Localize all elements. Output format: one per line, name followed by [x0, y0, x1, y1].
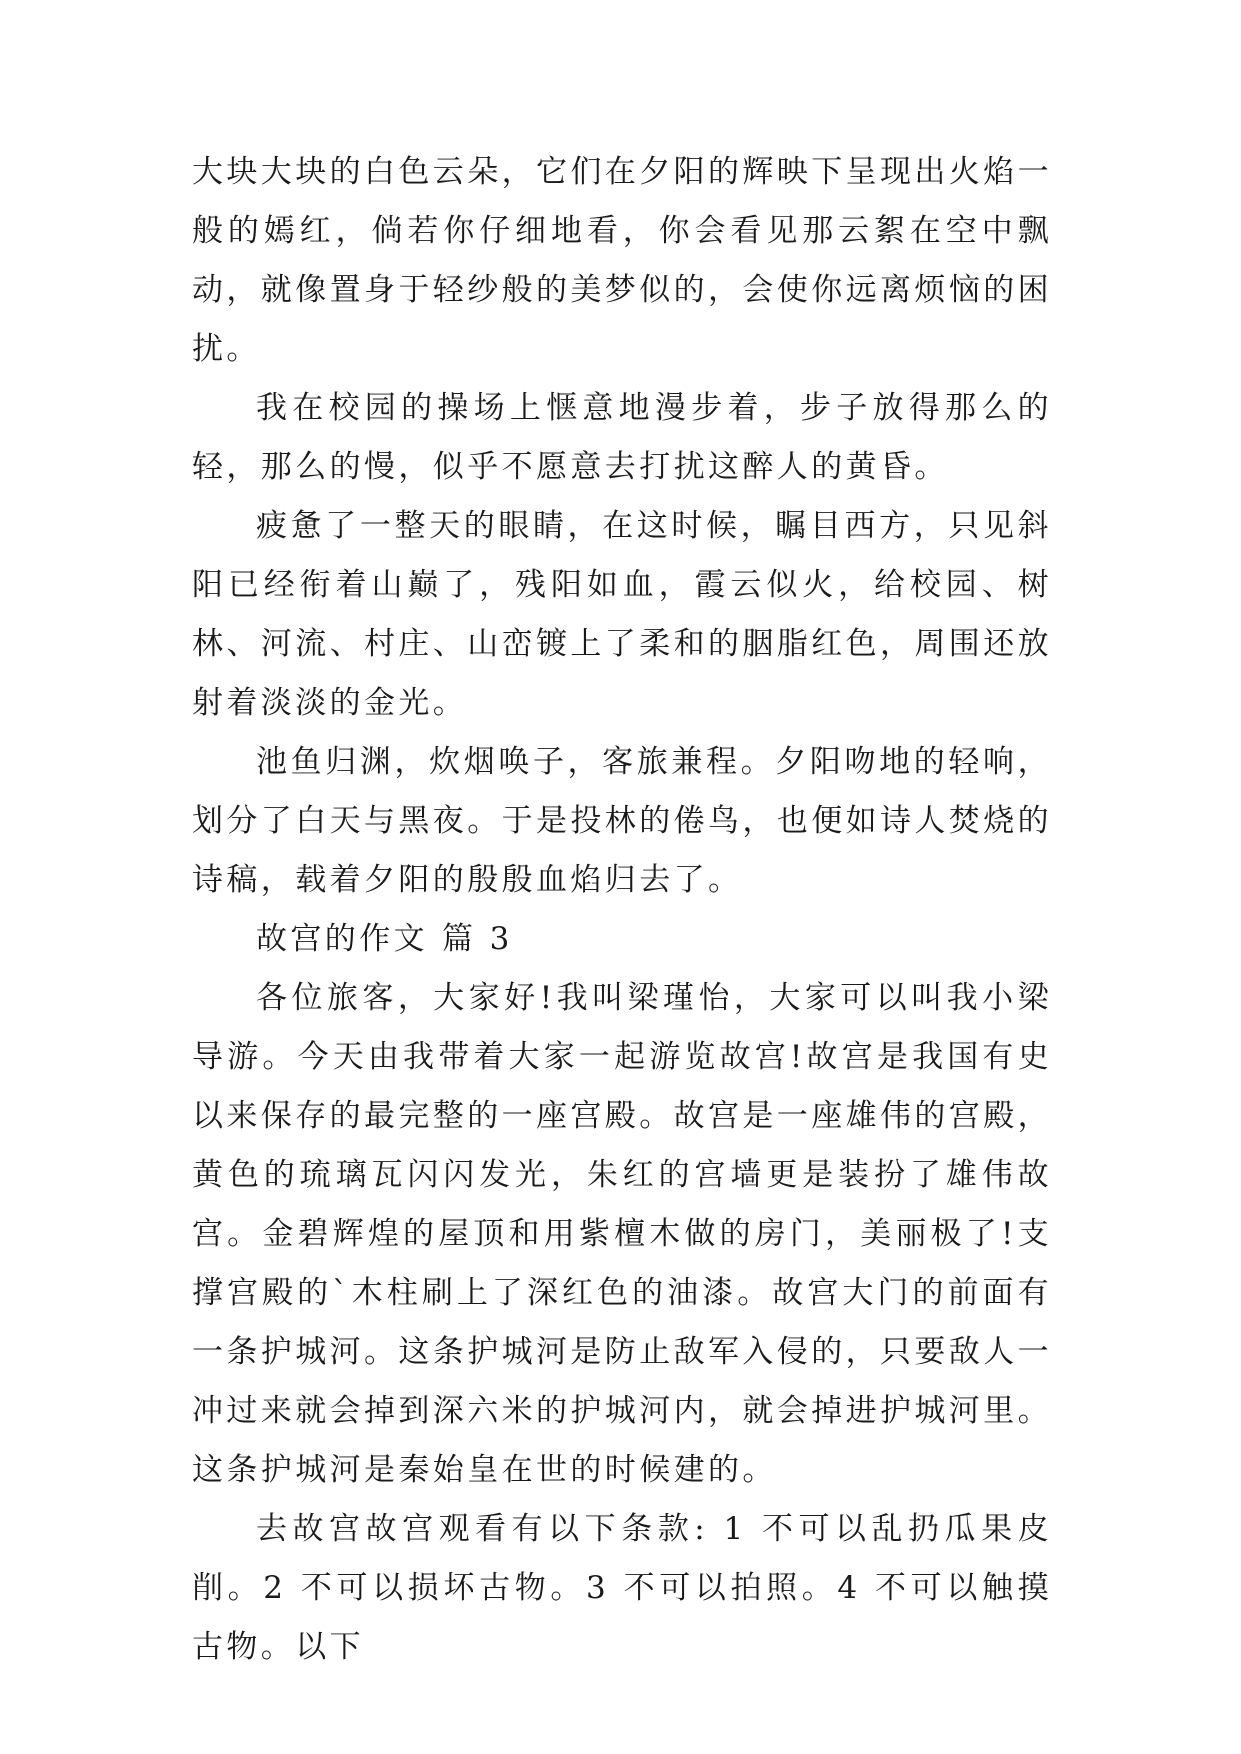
section-heading-label: 篇 3	[442, 921, 513, 957]
paragraph-campus-walk: 我在校园的操场上惬意地漫步着，步子放得那么的轻，那么的慢，似乎不愿意去打扰这醉人的黄昏。	[192, 390, 1052, 485]
paragraph-forbidden-city: 各位旅客，大家好!我叫梁瑾怡，大家可以叫我小梁导游。今天由我带着大家一起游览故宫!故宫是我国有史以来保存的最完整的一座宫殿。故宫是一座雄伟的宫殿，黄色的琉璃瓦闪闪发光，朱红的宫墙更是装扮了雄伟故宫。金碧辉煌的屋顶和用紫檀木做的房门，美丽极了!支撑宫殿的`木柱刷上了深红色的油漆。故宫大门的前面有一条护城河。这条护城河是防止敌军入侵的，只要敌人一冲过来就会掉到深六米的护城河内，就会掉进护城河里。这条护城河是秦始皇在世的时候建的。	[192, 980, 1052, 1488]
section-heading	[192, 910, 1052, 969]
paragraph-dusk: 池鱼归渊，炊烟唤子，客旅兼程。夕阳吻地的轻响，划分了白天与黑夜。于是投林的倦鸟，也便如诗人焚烧的诗稿，载着夕阳的殷殷血焰归去了。	[192, 744, 1052, 898]
paragraph-visiting-rules: 去故宫故宫观看有以下条款: 1 不可以乱扔瓜果皮削。2 不可以损坏古物。3 不可以拍照。4 不可以触摸古物。以下	[192, 1511, 1052, 1665]
paragraph-sunset: 疲惫了一整天的眼睛，在这时候，瞩目西方，只见斜阳已经衔着山巅了，残阳如血，霞云似火，给校园、树林、河流、村庄、山峦镀上了柔和的胭脂红色，周围还放射着淡淡的金光。	[192, 508, 1052, 721]
paragraph-clouds: 大块大块的白色云朵，它们在夕阳的辉映下呈现出火焰一般的嫣红，倘若你仔细地看，你会看见那云絮在空中飘动，就像置身于轻纱般的美梦似的，会使你远离烦恼的困扰。	[192, 154, 1052, 367]
document-body	[192, 143, 1052, 1677]
section-heading-title: 故宫的作文	[256, 921, 428, 957]
